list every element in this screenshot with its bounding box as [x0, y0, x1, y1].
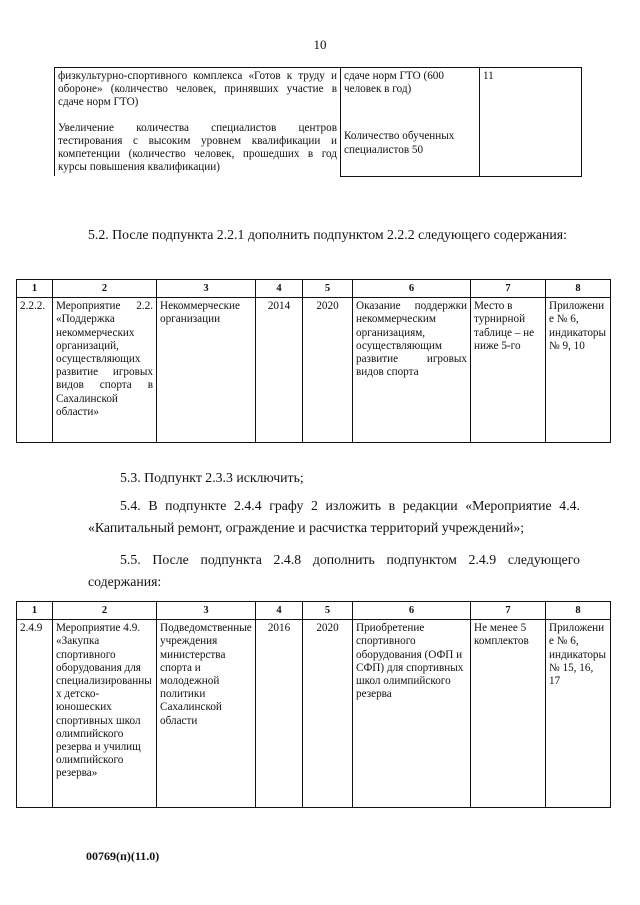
table-cell: Не менее 5 комплектов — [471, 620, 546, 808]
column-header: 7 — [471, 602, 546, 620]
table-cell: 11 — [480, 68, 582, 177]
table-2-4-9 — [16, 601, 611, 808]
table-2-2-2 — [16, 279, 611, 443]
table-cell: 2.4.9 — [17, 620, 53, 808]
column-header: 6 — [353, 280, 471, 298]
table-cell: Подведомственные учреждения министерства спорта и молодежной политики Сахалинской области — [157, 620, 256, 808]
paragraph-5-2: 5.2. После подпункта 2.2.1 дополнить подпунктом 2.2.2 следующего содержания: — [88, 227, 567, 242]
table-cell — [55, 68, 341, 177]
table-cell: 2016 — [256, 620, 303, 808]
table-cell: Оказание поддержки некоммерческим организациям, осуществляющим развитие игровых видов спорта — [353, 298, 471, 443]
table-cell: 2.2.2. — [17, 298, 53, 443]
table-cell: Приобретение спортивного оборудования (ОФП и СФП) для спортивных школ олимпийского резерва — [353, 620, 471, 808]
top-table — [54, 67, 582, 177]
table-row — [17, 620, 611, 808]
page-number: 10 — [313, 37, 327, 52]
table-cell: Приложение № 6, индикаторы № 9, 10 — [546, 298, 611, 443]
table-cell: Приложение № 6, индикаторы № 15, 16, 17 — [546, 620, 611, 808]
table-cell: 2014 — [256, 298, 303, 443]
column-header: 5 — [303, 602, 353, 620]
table-cell: Некоммерческие организации — [157, 298, 256, 443]
table-cell: 2020 — [303, 298, 353, 443]
cell-text: физкультурно-спортивного комплекса «Готов к труду и обороне» (количество человек, принявших участие в сдаче норм ГТО) — [58, 70, 337, 109]
column-header: 5 — [303, 280, 353, 298]
column-header: 2 — [53, 602, 157, 620]
column-header: 3 — [157, 280, 256, 298]
table-cell: Мероприятие 2.2. «Поддержка некоммерческих организаций, осуществляющих развитие игровых видов спорта в Сахалинской области» — [53, 298, 157, 443]
column-header: 6 — [353, 602, 471, 620]
column-header: 7 — [471, 280, 546, 298]
table-cell: Мероприятие 4.9. «Закупка спортивного оборудования для специализированных детско-юношеских спортивных школ олимпийского резерва и училищ олимпийского резерва» — [53, 620, 157, 808]
paragraph-5-3: 5.3. Подпункт 2.3.3 исключить; — [120, 470, 304, 485]
cell-text: Увеличение количества специалистов центров тестирования с высоким уровнем квалификации и компетенции (количество человек, прошедших в год курсы повышения квалификации) — [58, 121, 337, 174]
column-header: 4 — [256, 602, 303, 620]
column-header: 3 — [157, 602, 256, 620]
table-row — [17, 298, 611, 443]
cell-text: сдаче норм ГТО (600 человек в год) — [344, 70, 444, 96]
table-header-row — [17, 602, 611, 620]
table-header-row — [17, 280, 611, 298]
column-header: 8 — [546, 280, 611, 298]
paragraph-5-5: 5.5. После подпункта 2.4.8 дополнить подпунктом 2.4.9 следующего содержания: — [88, 552, 580, 589]
table-cell: 2020 — [303, 620, 353, 808]
document-code: 00769(п)(11.0) — [86, 849, 160, 863]
table-row — [55, 68, 582, 177]
table-cell — [341, 68, 480, 177]
column-header: 2 — [53, 280, 157, 298]
column-header: 8 — [546, 602, 611, 620]
column-header: 1 — [17, 280, 53, 298]
column-header: 4 — [256, 280, 303, 298]
column-header: 1 — [17, 602, 53, 620]
table-cell: Место в турнирной таблице – не ниже 5-го — [471, 298, 546, 443]
cell-text: Количество обученных специалистов 50 — [344, 130, 455, 156]
paragraph-5-4: 5.4. В подпункте 2.4.4 графу 2 изложить в редакции «Мероприятие 4.4. «Капитальный ремонт, ограждение и расчистка территорий учреждений»; — [88, 498, 580, 535]
